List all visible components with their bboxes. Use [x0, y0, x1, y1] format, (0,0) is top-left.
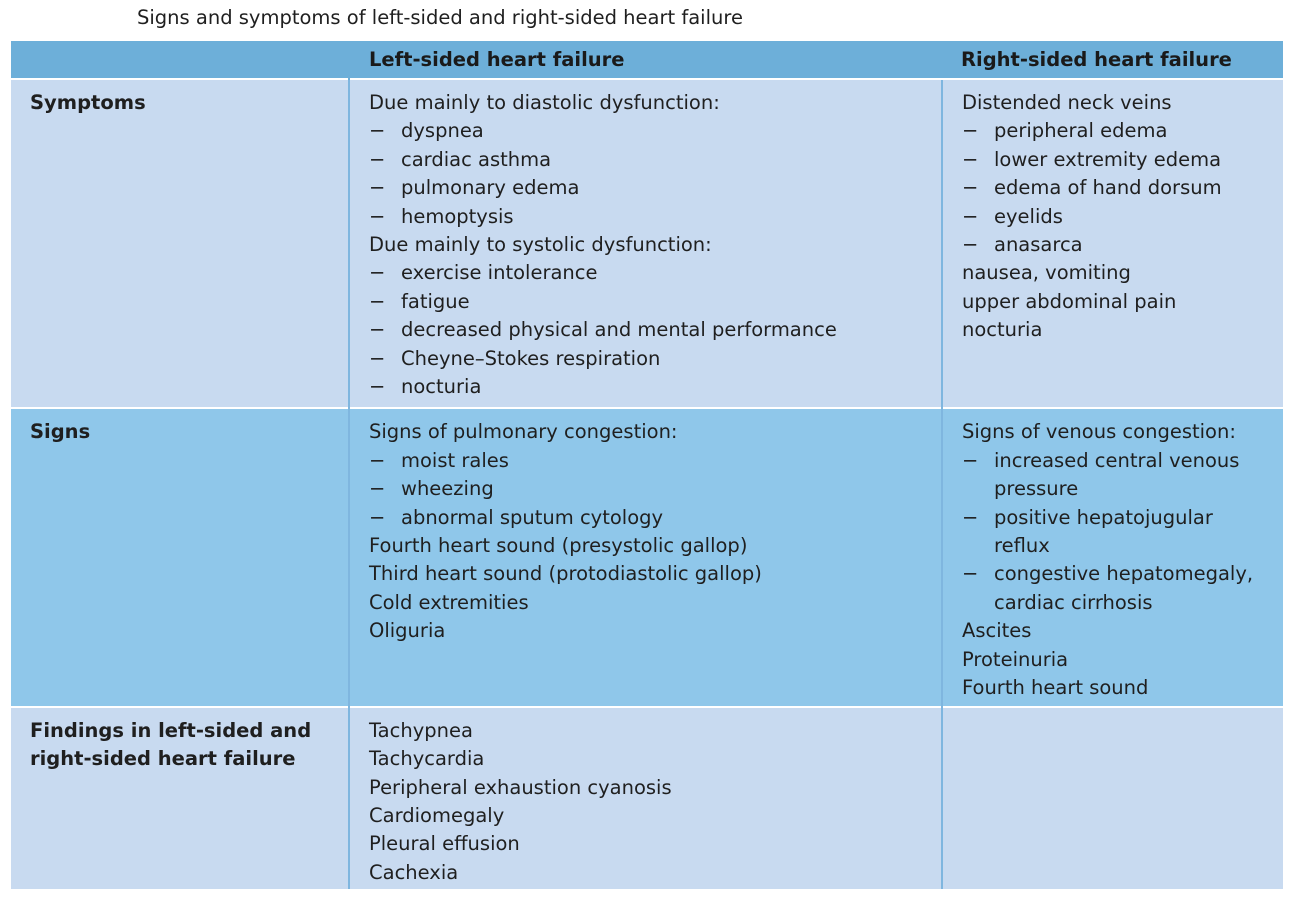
cell-line: Tachypnea — [369, 718, 473, 742]
cell-line: Peripheral exhaustion cyanosis — [369, 775, 672, 799]
heart-failure-table — [11, 41, 1283, 889]
dash-bullet: − — [369, 318, 386, 342]
list-item-text: cardiac asthma — [401, 147, 552, 171]
header-right-sided: Right-sided heart failure — [942, 41, 1283, 79]
list-item — [369, 447, 941, 475]
list-item — [369, 259, 941, 287]
signs-right-cell — [942, 408, 1283, 706]
cell-line: Cold extremities — [369, 590, 529, 614]
list-item-text: lower extremity edema — [994, 147, 1222, 171]
cell-line: Oliguria — [369, 619, 446, 643]
list-item-text: decreased physical and mental performance — [401, 318, 837, 342]
header-empty-cell — [11, 41, 349, 79]
dash-bullet: − — [962, 505, 979, 529]
cell-line: Due mainly to systolic dysfunction: — [369, 233, 712, 257]
table-header-row — [11, 41, 1283, 79]
row-label-signs: Signs — [11, 408, 349, 706]
dash-bullet: − — [369, 505, 386, 529]
list-item — [369, 475, 941, 503]
cell-line: Cachexia — [369, 860, 459, 884]
symptoms-left-cell — [349, 79, 942, 408]
dash-bullet: − — [369, 375, 386, 399]
cell-line: Fourth heart sound (presystolic gallop) — [369, 534, 748, 558]
list-item — [962, 504, 1263, 561]
cell-line: nausea, vomiting — [962, 261, 1131, 285]
list-item-text: Cheyne–Stokes respiration — [401, 346, 661, 370]
list-item-text: abnormal sputum cytology — [401, 505, 664, 529]
list-item-text: pulmonary edema — [401, 176, 580, 200]
list-item-text: increased central venous pressure — [994, 448, 1240, 501]
dash-bullet: − — [369, 477, 386, 501]
list-item-text: positive hepatojugular reflux — [994, 505, 1213, 558]
dash-bullet: − — [369, 346, 386, 370]
dash-bullet: − — [369, 147, 386, 171]
list-item-text: exercise intolerance — [401, 261, 598, 285]
list-item-text: edema of hand dorsum — [994, 176, 1222, 200]
list-item — [369, 345, 941, 373]
list-item-text: eyelids — [994, 204, 1063, 228]
cell-line: Third heart sound (protodiastolic gallop) — [369, 562, 762, 586]
list-item — [369, 203, 941, 231]
cell-line: Due mainly to diastolic dysfunction: — [369, 91, 720, 115]
table-row-symptoms — [11, 79, 1283, 408]
table-row-signs — [11, 408, 1283, 706]
dash-bullet: − — [962, 448, 979, 472]
symptoms-right-cell — [942, 79, 1283, 408]
list-item — [962, 447, 1263, 504]
list-item-text: fatigue — [401, 289, 470, 313]
cell-line: nocturia — [962, 318, 1043, 342]
signs-left-cell — [349, 408, 942, 706]
list-item — [369, 504, 941, 532]
cell-line: upper abdominal pain — [962, 289, 1177, 313]
list-item — [962, 117, 1283, 145]
cell-line: Distended neck veins — [962, 91, 1172, 115]
list-item-text: wheezing — [401, 477, 494, 501]
list-item-text: anasarca — [994, 233, 1083, 257]
findings-right-cell — [942, 707, 1283, 889]
dash-bullet: − — [962, 233, 979, 257]
list-item — [369, 146, 941, 174]
list-item — [369, 316, 941, 344]
table-caption: Signs and symptoms of left-sided and right-sided heart failure — [137, 6, 743, 29]
dash-bullet: − — [369, 448, 386, 472]
dash-bullet: − — [369, 261, 386, 285]
list-item — [369, 174, 941, 202]
row-label-symptoms: Symptoms — [11, 79, 349, 408]
list-item — [369, 288, 941, 316]
list-item — [962, 146, 1283, 174]
cell-line: Signs of pulmonary congestion: — [369, 420, 678, 444]
table-row-findings — [11, 707, 1283, 889]
dash-bullet: − — [962, 562, 979, 586]
header-left-sided: Left-sided heart failure — [349, 41, 942, 79]
dash-bullet: − — [369, 119, 386, 143]
dash-bullet: − — [962, 119, 979, 143]
list-item-text: nocturia — [401, 375, 482, 399]
cell-line: Fourth heart sound — [962, 676, 1149, 700]
cell-line: Signs of venous congestion: — [962, 420, 1236, 444]
row-label-findings: Findings in left-sided and right-sided heart failure — [11, 707, 349, 889]
list-item — [962, 560, 1263, 617]
list-item-text: moist rales — [401, 448, 509, 472]
list-item — [369, 117, 941, 145]
list-item-text: congestive hepatomegaly, cardiac cirrhosis — [994, 562, 1254, 614]
list-item — [962, 203, 1283, 231]
list-item — [369, 373, 941, 401]
cell-line: Cardiomegaly — [369, 803, 505, 827]
dash-bullet: − — [962, 176, 979, 200]
list-item — [962, 231, 1283, 259]
list-item — [962, 174, 1283, 202]
dash-bullet: − — [369, 204, 386, 228]
cell-line: Pleural effusion — [369, 832, 520, 856]
cell-line: Tachycardia — [369, 747, 485, 771]
list-item-text: dyspnea — [401, 119, 484, 143]
cell-line: Proteinuria — [962, 647, 1069, 671]
dash-bullet: − — [962, 204, 979, 228]
dash-bullet: − — [369, 176, 386, 200]
list-item-text: peripheral edema — [994, 119, 1168, 143]
dash-bullet: − — [962, 147, 979, 171]
list-item-text: hemoptysis — [401, 204, 514, 228]
findings-left-cell — [349, 707, 942, 889]
cell-line: Ascites — [962, 619, 1032, 643]
dash-bullet: − — [369, 289, 386, 313]
